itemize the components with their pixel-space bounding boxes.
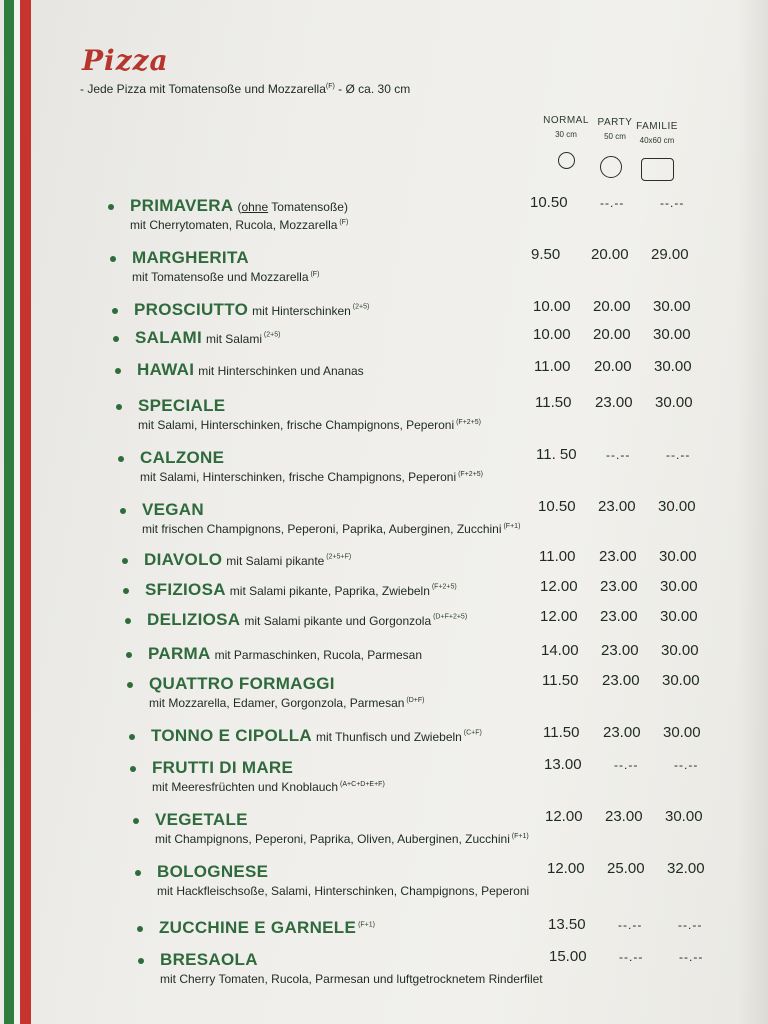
menu-item-bullet (120, 508, 126, 514)
menu-item-description: mit Hackfleischsoße, Salami, Hinterschinken, Champignons, Peperoni (157, 884, 530, 898)
menu-item-price-familie: 30.00 (655, 394, 693, 411)
menu-item-description: mit Salami pikante (226, 554, 325, 568)
menu-item-sfiziosa (145, 580, 457, 600)
menu-item-price-party: 23.00 (595, 394, 633, 411)
menu-item-price-party: 23.00 (603, 724, 641, 741)
menu-item-price-party: 23.00 (600, 608, 638, 625)
menu-item-price-normal: 12.00 (540, 578, 578, 595)
menu-item-price-party: 20.00 (594, 358, 632, 375)
menu-item-name: BOLOGNESE (157, 862, 269, 881)
menu-item-speciale (138, 396, 225, 416)
menu-item-allergens: (2+5) (261, 331, 281, 339)
menu-item-allergens: (F+1) (356, 921, 376, 929)
menu-item-allergens: (F+2+5) (429, 583, 457, 591)
menu-item-allergens: (A+C+D+E+F) (338, 781, 385, 788)
menu-item-price-familie: 32.00 (667, 860, 705, 877)
menu-item-description: mit Mozzarella, Edamer, Gorgonzola, Parmesan $^{(D+F)}$ (149, 696, 425, 710)
menu-item-description: mit Salami pikante, Paprika, Zwiebeln (229, 584, 430, 598)
menu-item-price-party: 23.00 (602, 672, 640, 689)
menu-item-description: mit Champignons, Peperoni, Paprika, Oliven, Auberginen, Zucchini $^{(F+1)}$ (155, 832, 529, 846)
menu-item-price-party: 20.00 (593, 326, 631, 343)
menu-item-description: mit Thunfisch und Zwiebeln (315, 730, 462, 744)
size-normal-circle-icon (558, 152, 575, 169)
menu-item-bullet (118, 456, 124, 462)
menu-item-allergens: (F+2+5) (456, 471, 484, 478)
menu-item-name: SFIZIOSA (145, 580, 226, 599)
menu-item-price-familie: 30.00 (658, 498, 696, 515)
size-header-normal: NORMAL 30 cm (543, 115, 589, 139)
menu-item-bullet (129, 734, 135, 740)
menu-item-description: mit Salami (205, 332, 262, 346)
menu-item-price-familie: --.-- (678, 918, 703, 932)
menu-item-allergens: (F) (337, 219, 349, 226)
menu-item-hawai (137, 360, 364, 380)
menu-item-name: MARGHERITA (132, 248, 249, 267)
menu-item-price-normal: 12.00 (545, 808, 583, 825)
menu-item-price-party: --.-- (600, 196, 625, 210)
menu-item-price-party: 25.00 (607, 860, 645, 877)
menu-item-bullet (115, 368, 121, 374)
menu-item-price-normal: 13.50 (548, 916, 586, 933)
menu-item-price-familie: 30.00 (665, 808, 703, 825)
menu-item-bullet (126, 652, 132, 658)
menu-item-name: SALAMI (135, 328, 202, 347)
menu-item-prosciutto (134, 300, 369, 320)
menu-item-description: mit Cherrytomaten, Rucola, Mozzarella $^{(F)}$ (130, 218, 349, 232)
menu-item-allergens: (F) (308, 271, 320, 278)
menu-item-description: mit Salami, Hinterschinken, frische Champignons, Peperoni $^{(F+2+5)}$ (138, 418, 482, 432)
menu-item-deliziosa (147, 610, 467, 630)
flag-stripe-green (4, 0, 14, 1024)
menu-item-price-familie: --.-- (666, 448, 691, 462)
menu-item-price-familie: 30.00 (654, 358, 692, 375)
menu-item-bullet (116, 404, 122, 410)
menu-item-tonno-e-cipolla (151, 726, 482, 746)
menu-item-name: VEGETALE (155, 810, 248, 829)
menu-item-description: mit Salami, Hinterschinken, frische Champignons, Peperoni $^{(F+2+5)}$ (140, 470, 484, 484)
menu-item-price-familie: 30.00 (659, 548, 697, 565)
menu-item-allergens: (D+F) (404, 697, 425, 704)
menu-item-description: mit Tomatensoße und Mozzarella $^{(F)}$ (132, 270, 320, 284)
menu-item-bresaola (160, 950, 258, 970)
menu-item-quattro-formaggi (149, 674, 335, 694)
menu-item-name: PRIMAVERA (130, 196, 234, 215)
menu-item-name: FRUTTI DI MARE (152, 758, 294, 777)
menu-item-description: mit Meeresfrüchten und Knoblauch $^{(A+C+D+E+F)}$ (152, 780, 385, 794)
menu-item-description: mit Hinterschinken (252, 304, 351, 318)
size-header-familie: FAMILIE 40x60 cm (636, 121, 678, 145)
menu-item-description: mit Cherry Tomaten, Rucola, Parmesan und luftgetrocknetem Rinderfilet (160, 972, 543, 986)
menu-item-price-familie: 30.00 (662, 672, 700, 689)
menu-item-price-party: 20.00 (593, 298, 631, 315)
menu-item-price-normal: 11.00 (534, 358, 571, 375)
menu-item-bullet (112, 308, 118, 314)
menu-item-price-familie: --.-- (674, 758, 699, 772)
menu-item-diavolo (144, 550, 351, 570)
menu-item-price-familie: 30.00 (663, 724, 701, 741)
menu-item-name: BRESAOLA (160, 950, 258, 969)
menu-item-allergens: (F+1) (501, 523, 521, 530)
menu-item-name: HAWAI (137, 360, 195, 379)
menu-item-zucchine-e-garnele (159, 918, 375, 938)
menu-item-primavera (130, 196, 348, 216)
menu-item-bullet (138, 958, 144, 964)
menu-item-price-familie: 29.00 (651, 246, 689, 263)
menu-item-price-familie: 30.00 (661, 642, 699, 659)
menu-item-bullet (130, 766, 136, 772)
menu-item-margherita (132, 248, 249, 268)
menu-item-price-party: 23.00 (598, 498, 636, 515)
menu-item-name: ZUCCHINE E GARNELE (159, 918, 357, 937)
menu-item-price-party: 20.00 (591, 246, 629, 263)
menu-item-price-normal: 11.50 (543, 724, 580, 741)
menu-item-name: SPECIALE (138, 396, 226, 415)
menu-item-price-normal: 12.00 (540, 608, 578, 625)
menu-item-price-party: --.-- (619, 950, 644, 964)
menu-item-allergens: (D+F+2+5) (431, 613, 468, 621)
menu-item-description: mit Salami pikante und Gorgonzola (244, 614, 432, 628)
menu-item-price-party: 23.00 (600, 578, 638, 595)
menu-subtitle: - Jede Pizza mit Tomatensoße und Mozzarella$^{(F)}$ - Ø ca. 30 cm (80, 82, 411, 96)
size-header-party: PARTY 50 cm (597, 117, 633, 141)
menu-item-frutti-di-mare (152, 758, 293, 778)
menu-item-price-normal: 11.50 (542, 672, 579, 689)
menu-item-price-party: 23.00 (599, 548, 637, 565)
menu-item-price-familie: 30.00 (653, 326, 691, 343)
menu-item-bullet (127, 682, 133, 688)
size-familie-rectangle-icon (641, 158, 674, 181)
menu-item-calzone (140, 448, 224, 468)
menu-item-note: (ohne Tomatensoße) (237, 200, 348, 214)
menu-item-name: QUATTRO FORMAGGI (149, 674, 335, 693)
menu-item-bullet (108, 204, 114, 210)
menu-item-name: CALZONE (140, 448, 225, 467)
menu-item-description: mit Hinterschinken und Ananas (198, 364, 364, 378)
menu-item-price-party: --.-- (606, 448, 631, 462)
menu-item-price-normal: 14.00 (541, 642, 579, 659)
size-party-circle-icon (600, 156, 622, 178)
menu-item-price-normal: 15.00 (549, 948, 587, 965)
menu-item-price-normal: 10.50 (530, 194, 568, 211)
menu-item-bullet (110, 256, 116, 262)
menu-item-price-normal: 10.50 (538, 498, 576, 515)
menu-item-price-normal: 13.00 (544, 756, 582, 773)
menu-item-price-normal: 10.00 (533, 326, 571, 343)
menu-item-bullet (122, 558, 128, 564)
menu-item-price-normal: 9.50 (531, 246, 561, 263)
menu-item-bullet (123, 588, 129, 594)
menu-item-price-normal: 12.00 (547, 860, 585, 877)
menu-item-bullet (135, 870, 141, 876)
menu-item-price-normal: 11. 50 (536, 446, 577, 463)
menu-item-price-normal: 10.00 (533, 298, 571, 315)
menu-item-allergens: (F+1) (509, 833, 529, 840)
menu-item-price-party: --.-- (614, 758, 639, 772)
menu-item-price-party: 23.00 (601, 642, 639, 659)
menu-item-allergens: (F+2+5) (454, 419, 482, 426)
menu-item-price-familie: 30.00 (660, 608, 698, 625)
flag-stripe-red (20, 0, 31, 1024)
menu-item-price-normal: 11.00 (539, 548, 576, 565)
menu-item-name: TONNO E CIPOLLA (151, 726, 312, 745)
menu-item-salami (135, 328, 280, 348)
menu-item-name: VEGAN (142, 500, 204, 519)
menu-item-allergens: (C+F) (461, 729, 482, 737)
menu-item-price-normal: 11.50 (535, 394, 572, 411)
menu-item-name: DIAVOLO (144, 550, 223, 569)
menu-item-price-party: --.-- (618, 918, 643, 932)
menu-item-name: PROSCIUTTO (134, 300, 249, 319)
menu-item-bolognese (157, 862, 268, 882)
menu-item-vegetale (155, 810, 248, 830)
menu-title: Pizza (82, 44, 169, 77)
menu-item-bullet (133, 818, 139, 824)
menu-item-bullet (113, 336, 119, 342)
menu-item-parma (148, 644, 422, 664)
menu-item-price-familie: --.-- (679, 950, 704, 964)
menu-item-description: mit frischen Champignons, Peperoni, Paprika, Auberginen, Zucchini $^{(F+1)}$ (142, 522, 521, 536)
menu-item-name: DELIZIOSA (147, 610, 241, 629)
menu-item-vegan (142, 500, 204, 520)
menu-item-allergens: (2+5+F) (324, 553, 352, 561)
menu-item-bullet (125, 618, 131, 624)
menu-item-price-party: 23.00 (605, 808, 643, 825)
menu-item-name: PARMA (148, 644, 211, 663)
menu-item-description: mit Parmaschinken, Rucola, Parmesan (214, 648, 422, 662)
menu-item-price-familie: 30.00 (660, 578, 698, 595)
menu-item-price-familie: --.-- (660, 196, 685, 210)
menu-item-allergens: (2+5) (350, 303, 370, 311)
menu-item-bullet (137, 926, 143, 932)
menu-item-price-familie: 30.00 (653, 298, 691, 315)
